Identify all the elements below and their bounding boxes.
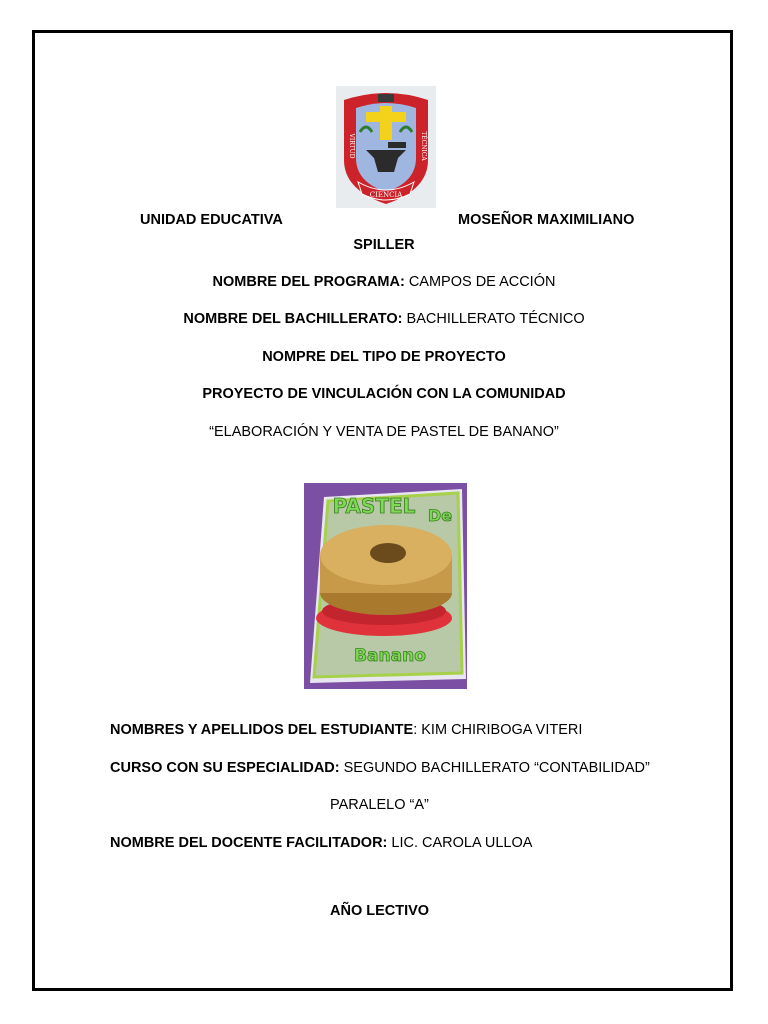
teacher-line xyxy=(110,835,532,851)
student-label: NOMBRES Y APELLIDOS DEL ESTUDIANTE xyxy=(110,722,414,738)
bachillerato-value: BACHILLERATO TÉCNICO xyxy=(406,311,585,327)
course-line2: PARALELO “A” xyxy=(330,797,429,813)
photo-label-top: PASTEL xyxy=(332,494,416,518)
school-name-left: UNIDAD EDUCATIVA xyxy=(140,212,283,228)
program-label: NOMBRE DEL PROGRAMA: xyxy=(212,274,405,290)
program-line xyxy=(0,274,768,290)
photo-label-bottom: Banano xyxy=(354,646,426,666)
crest-motto-bottom: CIENCIA xyxy=(369,191,403,199)
course-label: CURSO CON SU ESPECIALIDAD: xyxy=(110,760,340,776)
crest-motto-right: TÉCNICA xyxy=(420,131,427,161)
photo-label-mid: De xyxy=(427,506,453,525)
school-year-label: AÑO LECTIVO xyxy=(330,903,430,919)
project-type-value: PROYECTO DE VINCULACIÓN CON LA COMUNIDAD xyxy=(202,386,566,402)
crest-motto-left: VIRTUD xyxy=(348,133,355,159)
student-line xyxy=(110,722,582,738)
bachillerato-label: NOMBRE DEL BACHILLERATO: xyxy=(183,311,403,327)
course-value: SEGUNDO BACHILLERATO “CONTABILIDAD” xyxy=(343,760,650,776)
banana-cake-photo xyxy=(304,483,467,689)
teacher-label: NOMBRE DEL DOCENTE FACILITADOR: xyxy=(110,835,388,851)
teacher-value: LIC. CAROLA ULLOA xyxy=(391,835,533,851)
bachillerato-line xyxy=(0,311,768,327)
project-type-label: NOMPRE DEL TIPO DE PROYECTO xyxy=(262,349,506,365)
school-name-right: MOSEÑOR MAXIMILIANO xyxy=(458,212,635,228)
student-value: : KIM CHIRIBOGA VITERI xyxy=(413,722,583,738)
course-line xyxy=(110,760,650,776)
program-value: CAMPOS DE ACCIÓN xyxy=(408,274,556,290)
school-crest-icon xyxy=(336,86,436,208)
project-title: “ELABORACIÓN Y VENTA DE PASTEL DE BANANO” xyxy=(209,424,559,440)
school-name-line2: SPILLER xyxy=(353,237,415,253)
